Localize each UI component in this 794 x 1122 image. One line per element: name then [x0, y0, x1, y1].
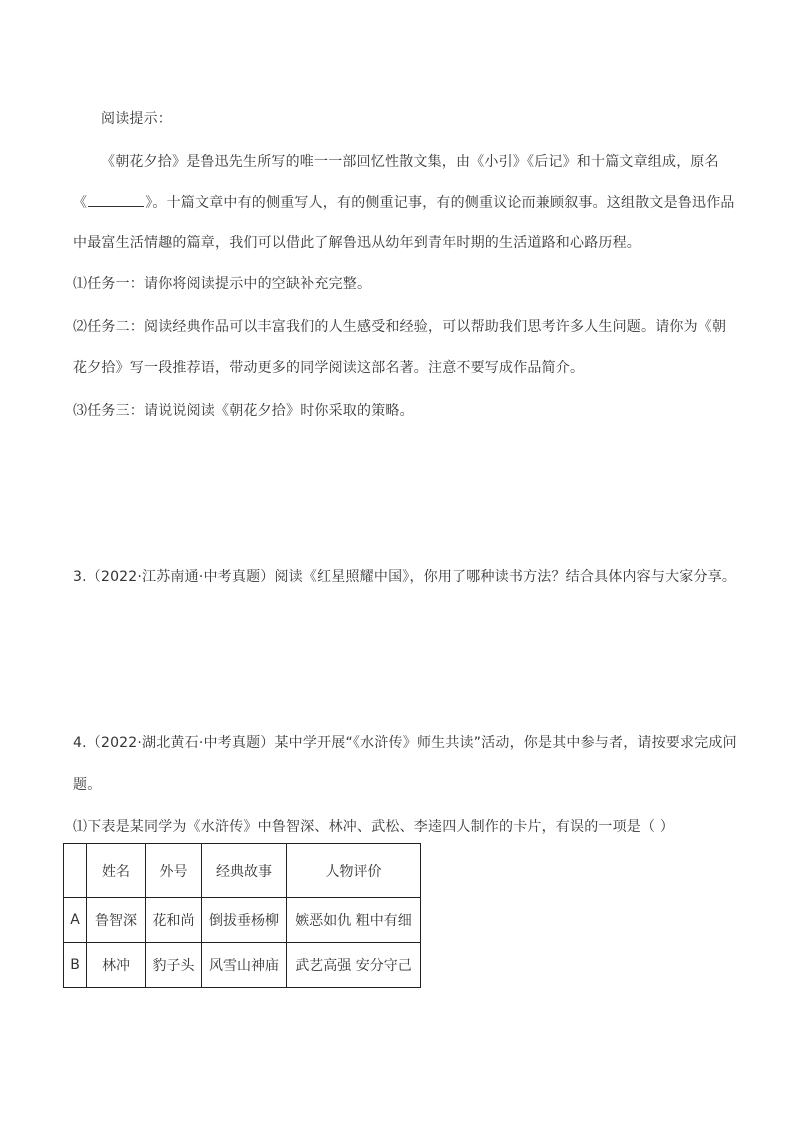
- task-2-line-2: 花夕拾》写一段推荐语，带动更多的同学阅读这部名著。注意不要写成作品简介。: [73, 360, 585, 376]
- cell-evaluation: 嫉恶如仇 粗中有细: [287, 898, 421, 943]
- table-header-row: [64, 844, 421, 898]
- reading-tip-line-1: 《朝花夕拾》是鲁迅先生所写的唯一一部回忆性散文集，由《小引》《后记》和十篇文章组成，原名: [101, 154, 719, 170]
- cell-evaluation: 武艺高强 安分守己: [287, 943, 421, 988]
- question-4-line-1: 4.（2022·湖北黄石·中考真题）某中学开展“《水浒传》师生共读”活动，你是其中参与者，请按要求完成问: [73, 735, 737, 751]
- reading-tip-line-3: 中最富生活情趣的篇章，我们可以借此了解鲁迅从幼年到青年时期的生活道路和心路历程。: [73, 235, 641, 251]
- cell-story: 风雪山神庙: [202, 943, 287, 988]
- question-3: 3.（2022·江苏南通·中考真题）阅读《红星照耀中国》，你用了哪种读书方法？结合具体内容与大家分享。: [73, 569, 737, 585]
- table-row: [64, 898, 421, 943]
- header-cell-story: 经典故事: [202, 844, 287, 898]
- fill-blank: [88, 192, 144, 207]
- cell-name: 林冲: [87, 943, 146, 988]
- cell-story: 倒拔垂杨柳: [202, 898, 287, 943]
- cell-option: B: [64, 943, 87, 988]
- reading-tip-line-2: [73, 192, 735, 212]
- task-3: ⑶任务三：请说说阅读《朝花夕拾》时你采取的策略。: [73, 403, 414, 419]
- task-2-line-1: ⑵任务二：阅读经典作品可以丰富我们的人生感受和经验，可以帮助我们思考许多人生问题。请你为《朝: [73, 319, 727, 335]
- question-4-sub-1: ⑴下表是某同学为《水浒传》中鲁智深、林冲、武松、李逵四人制作的卡片，有误的一项是（ ）: [73, 819, 675, 835]
- cell-name: 鲁智深: [87, 898, 146, 943]
- header-cell-option: [64, 844, 87, 898]
- character-card-table: [63, 843, 421, 988]
- table-row: [64, 943, 421, 988]
- question-4-line-2: 题。: [73, 777, 102, 793]
- task-1: ⑴任务一：请你将阅读提示中的空缺补充完整。: [73, 276, 372, 292]
- header-cell-name: 姓名: [87, 844, 146, 898]
- header-cell-evaluation: 人物评价: [287, 844, 421, 898]
- header-cell-nickname: 外号: [146, 844, 202, 898]
- cell-nickname: 花和尚: [146, 898, 202, 943]
- reading-tip-line-2-text: 》。十篇文章中有的侧重写人，有的侧重记事，有的侧重议论而兼顾叙事。这组散文是鲁迅作品: [145, 195, 735, 211]
- reading-tip-heading: 阅读提示：: [101, 111, 172, 127]
- cell-option: A: [64, 898, 87, 943]
- title-open-bracket: 《: [73, 195, 88, 211]
- cell-nickname: 豹子头: [146, 943, 202, 988]
